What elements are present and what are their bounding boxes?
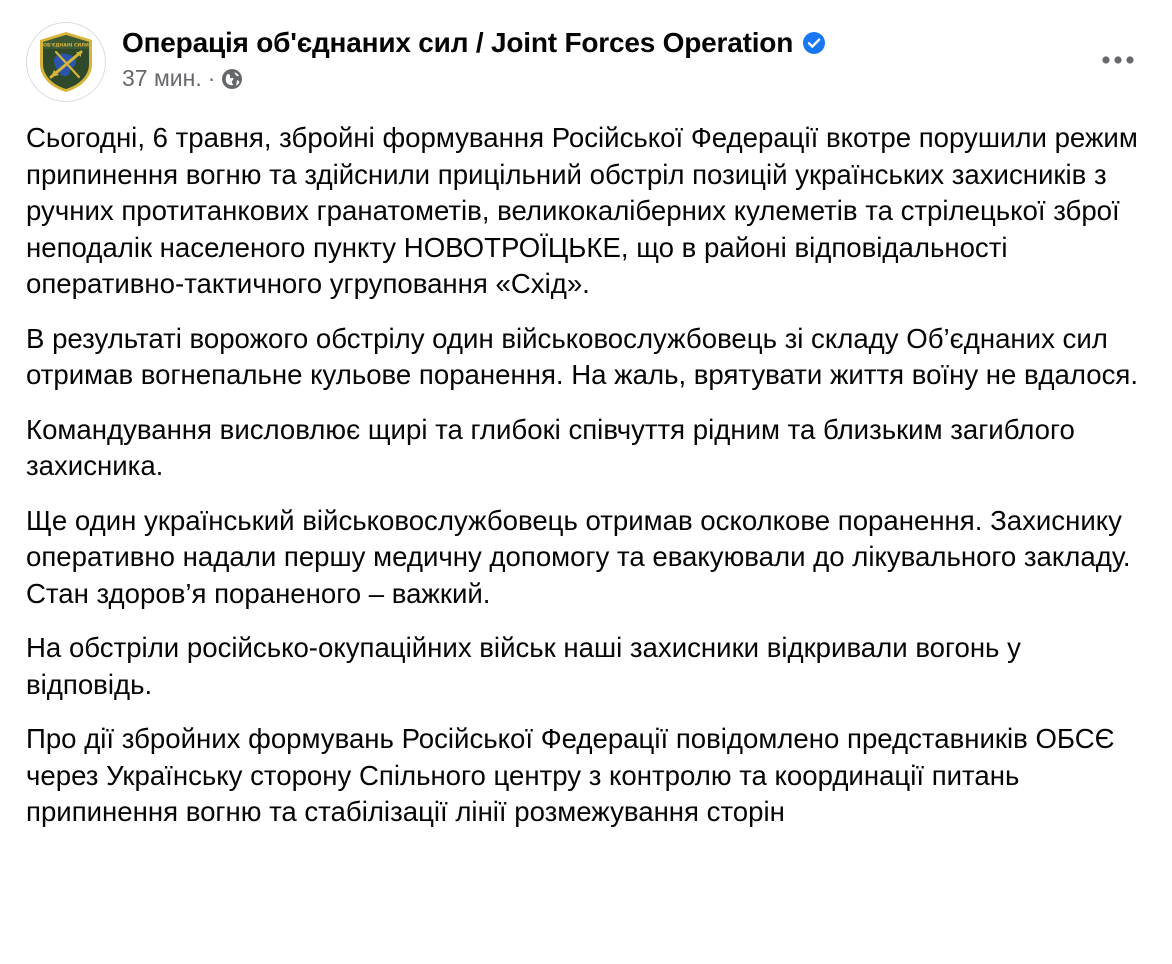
post-paragraph: Ще один український військовослужбовець отримав осколкове поранення. Захиснику оперативно надали першу медичну допомогу та евакуювали до лікувального закладу. Стан здоров’я пораненого – важкий.: [26, 504, 1131, 609]
page-name-link[interactable]: Операція об'єднаних сил / Joint Forces Operation: [122, 27, 794, 58]
emblem-text: ОБ'ЄДНАНІ СИЛИ: [43, 43, 89, 49]
more-options-icon: [1100, 55, 1136, 65]
meta-separator: ·: [207, 65, 216, 91]
joint-forces-emblem-icon: [34, 30, 98, 94]
post-text: [26, 120, 1152, 849]
post-meta: [122, 22, 826, 92]
post-paragraph: Про дії збройних формувань Російської Федерації повідомлено представників ОБСЄ через Українську сторону Спільного центру з контролю та координації питань припинення вогню та стабілізації лінії розмежування сторін: [26, 723, 1115, 827]
post-subline: [122, 65, 826, 92]
more-options-button[interactable]: [1096, 42, 1140, 78]
page-name-row: [122, 27, 826, 59]
post-paragraph: На обстріли російсько-окупаційних військ наші захисники відкривали вогонь у відповідь.: [26, 632, 1021, 700]
verified-badge-icon: [802, 31, 826, 55]
globe-icon[interactable]: [221, 68, 243, 90]
post-paragraph: В результаті ворожого обстрілу один військовослужбовець зі складу Об’єднаних сил отримав вогнепальне кульове поранення. На жаль, врятувати життя воїну не вдалося.: [26, 322, 1138, 390]
post-paragraph: Сьогодні, 6 травня, збройні формування Російської Федерації вкотре порушили режим припинення вогню та здійснили прицільний обстріл позицій українських захисників з ручних протитанкових гранатометів, великокаліберних кулеметів та стрілецької зброї неподалік населеного пункту НОВОТРОЇЦЬКЕ, що в районі відповідальності оперативно-тактичного угруповання «Схід».: [26, 122, 1138, 299]
page-avatar[interactable]: [26, 22, 106, 102]
post-paragraph: Командування висловлює щирі та глибокі співчуття рідним та близьким загиблого захисника.: [26, 413, 1075, 481]
post-header: [26, 22, 826, 106]
post-timestamp-link[interactable]: 37 мин.: [122, 65, 202, 91]
